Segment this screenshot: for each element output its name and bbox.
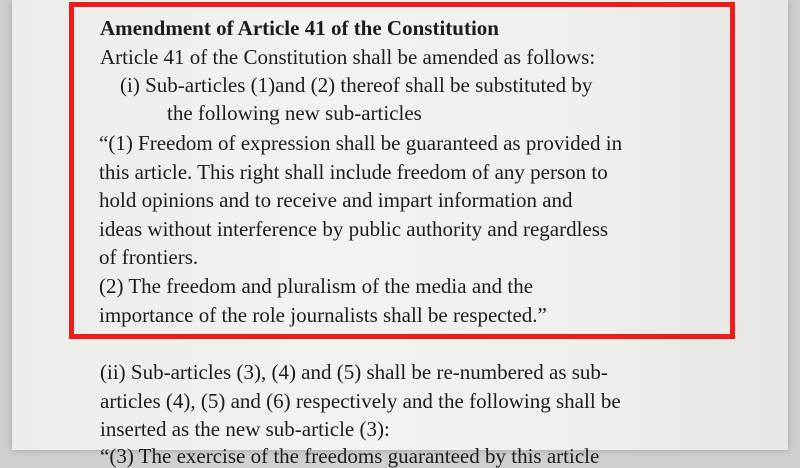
- item-i-line: the following new sub-articles: [167, 101, 422, 125]
- sub-article-1-line: this article. This right shall include freedom of any person to: [99, 160, 608, 184]
- amendment-heading: Amendment of Article 41 of the Constitution: [100, 16, 499, 40]
- sub-article-2-line: importance of the role journalists shall be respected.”: [99, 303, 547, 327]
- sub-article-1-line: hold opinions and to receive and impart information and: [99, 188, 573, 212]
- item-ii-line: (ii) Sub-articles (3), (4) and (5) shall be re-numbered as sub-: [100, 360, 608, 384]
- sub-article-1-line: ideas without interference by public authority and regardless: [99, 217, 609, 241]
- item-ii-line: articles (4), (5) and (6) respectively and the following shall be: [100, 389, 621, 413]
- intro-text: Article 41 of the Constitution shall be amended as follows:: [100, 45, 596, 69]
- sub-article-2-line: (2) The freedom and pluralism of the media and the: [99, 274, 534, 298]
- item-i-line: (i) Sub-articles (1)and (2) thereof shall be substituted by: [120, 73, 593, 97]
- item-ii-line: inserted as the new sub-article (3):: [100, 417, 390, 441]
- sub-article-1-line: “(1) Freedom of expression shall be guaranteed as provided in: [99, 131, 623, 155]
- sub-article-1-line: of frontiers.: [99, 245, 199, 269]
- document-page: [12, 0, 788, 468]
- item-ii-line: “(3) The exercise of the freedoms guaranteed by this article: [100, 444, 600, 468]
